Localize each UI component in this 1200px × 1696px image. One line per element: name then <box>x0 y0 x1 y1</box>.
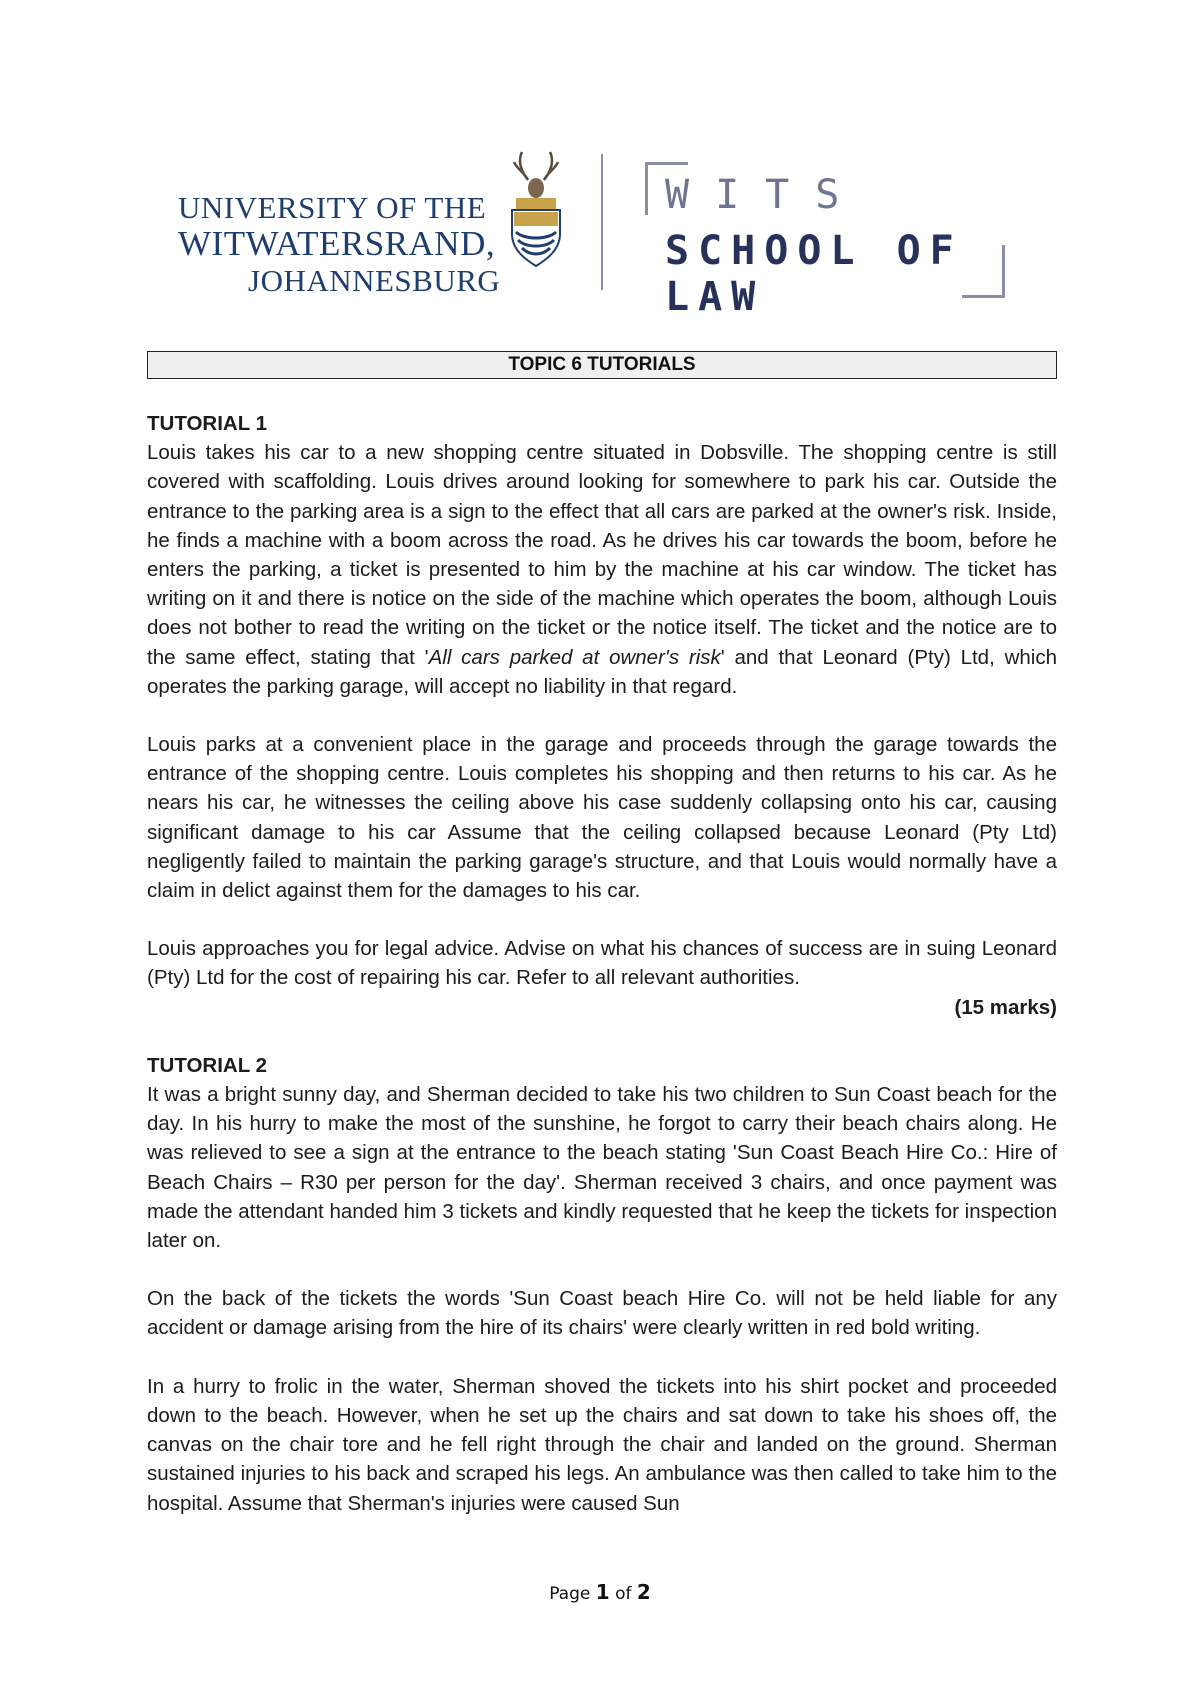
tutorial-1-heading: TUTORIAL 1 <box>147 412 267 435</box>
footer-of-word: of <box>609 1584 637 1604</box>
tutorial-2-paragraph-3: In a hurry to frolic in the water, Sherman shoved the tickets into his shirt pocket and proceeded down to the beach. However, when he set up the chairs and sat down to take his shoes off, the canvas on the chair tore and he fell right through the chair and landed on the ground. Sherman sustained injuries to his back and scraped his legs. An ambulance was then called to take him to the hospital. Assume that Sherman's injuries were caused Sun <box>147 1374 1057 1515</box>
tutorial-1-marks: (15 marks) <box>954 995 1057 1019</box>
school-line-2: SCHOOL OF LAW <box>665 228 963 320</box>
page-footer <box>0 1580 1200 1604</box>
bracket-bottom-right <box>962 245 1005 298</box>
header-logos <box>178 150 1008 320</box>
tutorial-2-heading: TUTORIAL 2 <box>147 1053 267 1077</box>
school-line-1: WITS <box>665 172 866 218</box>
university-line-2: WITWATERSRAND, <box>178 224 496 263</box>
footer-page-total: 2 <box>636 1580 651 1604</box>
page-title: TOPIC 6 TUTORIALS <box>147 351 1057 379</box>
tutorial-1-paragraph-2: Louis parks at a convenient place in the garage and proceeds through the garage towards the entrance of the shopping centre. Louis completes his shopping and then returns to his car. As he nears his car, he witnesses the ceiling above his case suddenly collapsing onto his car, causing significant damage to his car Assume that the ceiling collapsed because Leonard (Pty Ltd) negligently failed to maintain the parking garage's structure, and that Louis would normally have a claim in delict against them for the damages to his car. <box>147 733 1057 903</box>
tutorial-1-paragraph-3: Louis approaches you for legal advice. Advise on what his chances of success are in suing Leonard (Pty) Ltd for the cost of repairing his car. Refer to all relevant authorities. <box>147 937 1057 990</box>
university-line-3: JOHANNESBURG <box>248 263 501 298</box>
tutorial-2-paragraph-1: It was a bright sunny day, and Sherman decided to take his two children to Sun Coast beach for the day. In his hurry to make the most of the sunshine, he forgot to carry their beach chairs along. He was relieved to see a sign at the entrance to the beach stating 'Sun Coast Beach Hire Co.: Hire of Beach Chairs – R30 per person for the day'. Sherman received 3 chairs, and once payment was made the attendant handed him 3 tickets and kindly requested that he keep the tickets for inspection later on. <box>147 1083 1057 1253</box>
tutorial-1-p1-end: ' and that Leonard (Pty) Ltd, which operates the parking garage, will accept no liability in that regard. <box>147 645 1057 698</box>
document-body <box>147 409 1057 1518</box>
tutorial-1-paragraph-1 <box>147 438 1057 701</box>
footer-page-word: Page <box>549 1584 596 1604</box>
school-of-law-wordmark <box>645 162 1005 320</box>
tutorial-2-paragraph-2: On the back of the tickets the words 'Sun Coast beach Hire Co. will not be held liable for any accident or damage arising from the hire of its chairs' were clearly written in red bold writing. <box>147 1287 1057 1340</box>
footer-page-current: 1 <box>595 1580 610 1604</box>
tutorial-1-p1-start: Louis takes his car to a new shopping centre situated in Dobsville. The shopping centre is still covered with scaffolding. Louis drives around looking for somewhere to park his car. Outside the entrance to the parking area is a sign to the effect that all cars are parked at the owner's risk. Inside, he finds a machine with a boom across the road. As he drives his car towards the boom, before he enters the parking, a ticket is presented to him by the machine at his car window. The ticket has writing on it and there is notice on the side of the machine which operates the boom, although Louis does not bother to read the writing on the ticket or the notice itself. The ticket and the notice are to the same effect, stating that ' <box>147 441 1057 669</box>
tutorial-1-p1-quote: All cars parked at owner's risk <box>428 645 721 669</box>
university-wordmark <box>178 190 518 299</box>
logo-divider <box>601 154 603 290</box>
university-line-1: UNIVERSITY OF THE <box>178 190 487 225</box>
university-crest-icon <box>506 150 566 270</box>
